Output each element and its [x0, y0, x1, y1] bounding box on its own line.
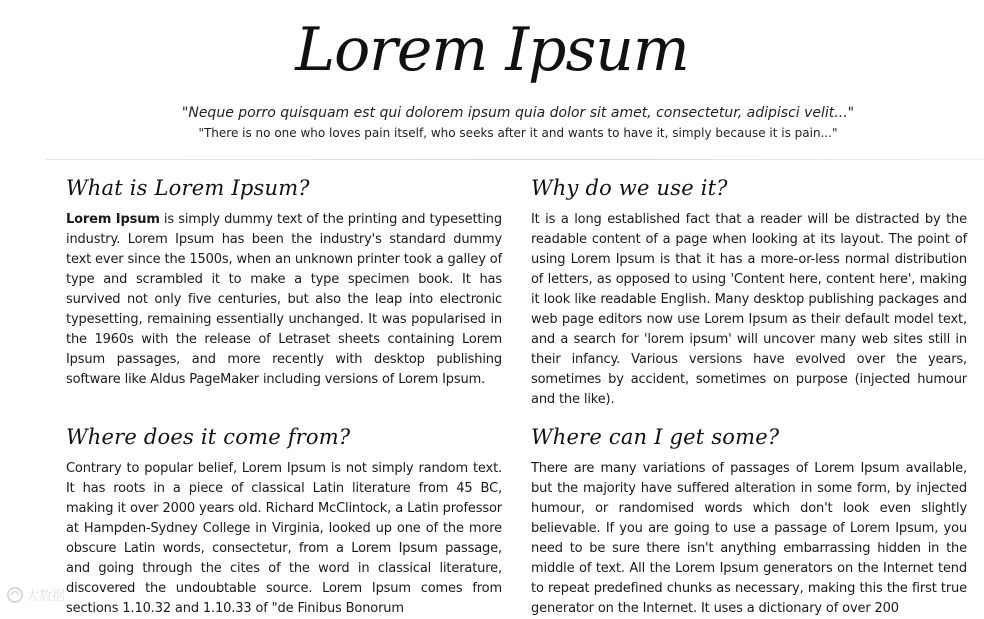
section-what-is-lorem-ipsum — [66, 174, 502, 390]
section-body: There are many variations of passages of Lorem Ipsum available, but the majority have suffered alteration in some form, by injected humour, or randomised words which don't look even slightly believable. If you are going to use a passage of Lorem Ipsum, you need to be sure there isn't anything embarrassing hidden in the middle of text. All the Lorem Ipsum generators on the Internet tend to repeat predefined chunks as necessary, making this the first true generator on the Internet. It uses a dictionary of over 200 — [531, 461, 967, 616]
page-header — [0, 0, 984, 160]
lead-bold-text: Lorem Ipsum — [66, 212, 160, 227]
section-heading: What is Lorem Ipsum? — [66, 176, 310, 200]
english-quote: "There is no one who loves pain itself, who seeks after it and wants to have it, simply because it is pain..." — [198, 126, 838, 140]
latin-quote: "Neque porro quisquam est qui dolorem ipsum quia dolor sit amet, consectetur, adipisci velit..." — [181, 105, 855, 121]
watermark-logo-icon — [6, 582, 116, 608]
section-heading: Where does it come from? — [66, 425, 351, 449]
section-body: Contrary to popular belief, Lorem Ipsum is not simply random text. It has roots in a piece of classical Latin literature from 45 BC, making it over 2000 years old. Richard McClintock, a Latin professor at Hampden-Sydney College in Virginia, looked up one of the more obscure Latin words, consectetur, from a Lorem Ipsum passage, and going through the cites of the word in classical literature, discovered the undoubtable source. Lorem Ipsum comes from sections 1.10.32 and 1.10.33 of "de Finibus Bonorum — [66, 461, 502, 616]
section-where-from — [66, 423, 502, 619]
section-body: It is a long established fact that a reader will be distracted by the readable content of a page when looking at its layout. The point of using Lorem Ipsum is that it has a more-or-less normal distribution of letters, as opposed to using 'Content here, content here', making it look like readable English. Many desktop publishing packages and web page editors now use Lorem Ipsum as their default model text, and a search for 'lorem ipsum' will uncover many web sites still in their infancy. Various versions have evolved over the years, sometimes by accident, sometimes on purpose (injected humour and the like). — [531, 212, 967, 407]
page-title: Lorem Ipsum — [295, 15, 689, 85]
section-heading: Why do we use it? — [531, 176, 728, 200]
section-why-use-it — [531, 174, 967, 410]
section-heading: Where can I get some? — [531, 425, 780, 449]
section-where-get-some — [531, 423, 967, 619]
header-divider — [46, 159, 984, 160]
watermark-text: 大数据 — [26, 589, 66, 604]
section-body-text: is simply dummy text of the printing and typesetting industry. Lorem Ipsum has been the industry's standard dummy text ever since the 1500s, when an unknown printer took a galley of type and scrambled it to make a type specimen book. It has survived not only five centuries, but also the leap into electronic typesetting, remaining essentially unchanged. It was popularised in the 1960s with the release of Letraset sheets containing Lorem Ipsum passages, and more recently with desktop publishing software like Aldus PageMaker including versions of Lorem Ipsum. — [66, 212, 503, 387]
section-body — [66, 210, 502, 390]
